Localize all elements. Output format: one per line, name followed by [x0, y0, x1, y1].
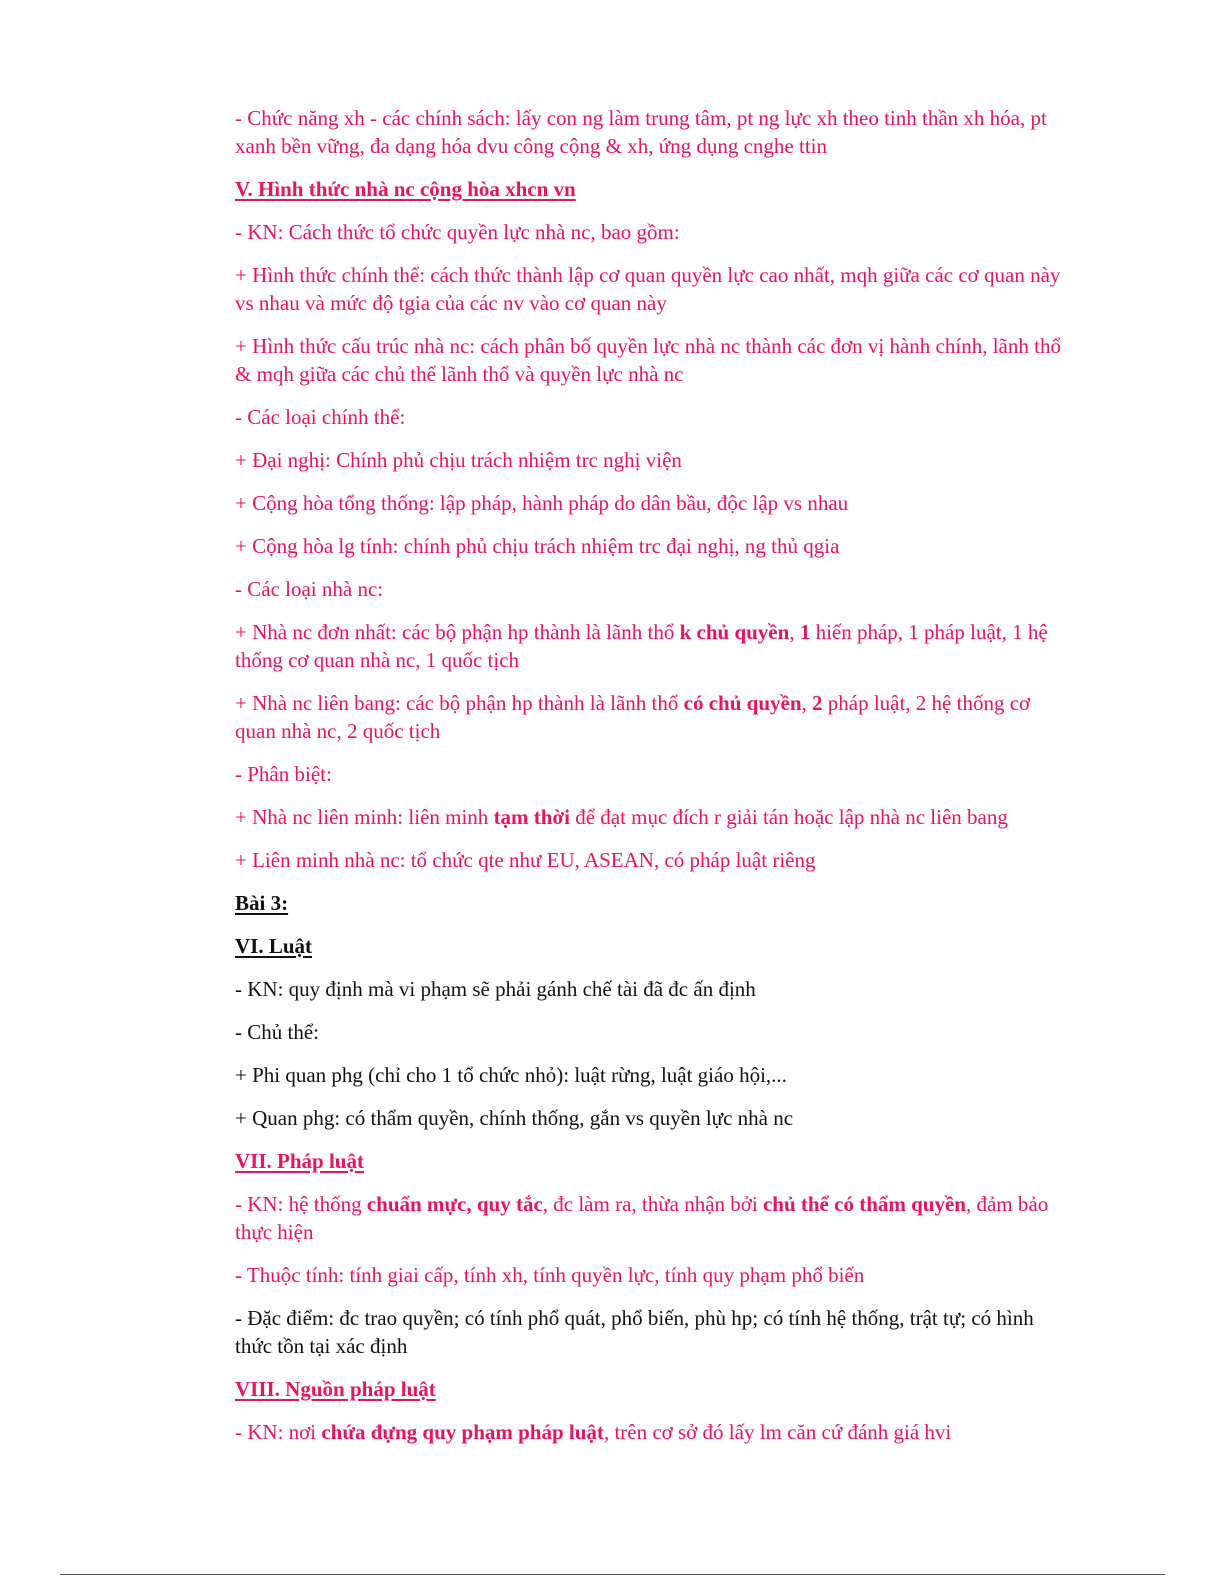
paragraph-attributes: - Thuộc tính: tính giai cấp, tính xh, tính quyền lực, tính quy phạm phổ biến	[235, 1263, 865, 1287]
text-run: - KN: nơi	[235, 1420, 322, 1444]
document-page	[235, 104, 1075, 1461]
bold-run: 2	[812, 691, 823, 715]
text-run: + Nhà nc đơn nhất: các bộ phận hp thành là lãnh thổ	[235, 620, 680, 644]
text-run: - KN: hệ thống	[235, 1192, 367, 1216]
paragraph-structure-form: + Hình thức cấu trúc nhà nc: cách phân bố quyền lực nhà nc thành các đơn vị hành chính, lãnh thổ & mqh giữa các chủ thể lãnh thổ và quyền lực nhà nc	[235, 334, 1061, 386]
bold-run: chủ thể có thẩm quyền	[762, 1192, 966, 1216]
text-run: , trên cơ sở đó lấy lm căn cứ đánh giá hvi	[603, 1420, 952, 1444]
bold-run: k chủ quyền	[679, 620, 790, 644]
paragraph-source-concept	[235, 1418, 1075, 1446]
paragraph-functions: - Chức năng xh - các chính sách: lấy con ng làm trung tâm, pt ng lực xh theo tinh thần xh hóa, pt xanh bền vững, đa dạng hóa dvu công cộng & xh, ứng dụng cnghe ttin	[235, 106, 1047, 158]
paragraph-distinguish: - Phân biệt:	[235, 762, 332, 786]
paragraph-subjects: - Chủ thể:	[235, 1020, 319, 1044]
text-run: để đạt mục đích r giải tán hoặc lập nhà nc liên bang	[569, 805, 1008, 829]
text-run: ,	[789, 620, 800, 644]
paragraph-federal-state	[235, 689, 1075, 745]
text-run: ,	[801, 691, 812, 715]
paragraph-unitary-state	[235, 618, 1075, 674]
paragraph-state-alliance: + Liên minh nhà nc: tổ chức qte như EU, ASEAN, có pháp luật riêng	[235, 848, 816, 872]
paragraph-presidential: + Cộng hòa tổng thống: lập pháp, hành pháp do dân bầu, độc lập vs nhau	[235, 491, 849, 515]
paragraph-concept-form: - KN: Cách thức tổ chức quyền lực nhà nc, bao gồm:	[235, 220, 680, 244]
text-run: + Nhà nc liên minh: liên minh	[235, 805, 494, 829]
paragraph-hybrid: + Cộng hòa lg tính: chính phủ chịu trách nhiệm trc đại nghị, ng thủ qgia	[235, 534, 840, 558]
heading-section-viii: VIII. Nguồn pháp luật	[235, 1377, 436, 1401]
bold-run: chuẩn mực, quy tắc	[366, 1192, 543, 1216]
paragraph-parliamentary: + Đại nghị: Chính phủ chịu trách nhiệm trc nghị viện	[235, 448, 682, 472]
text-run: , đảm bảo thực hiện	[235, 1192, 1049, 1244]
paragraph-law-concept: - KN: quy định mà vi phạm sẽ phải gánh chế tài đã đc ấn định	[235, 977, 756, 1001]
bold-run: tạm thời	[493, 805, 570, 829]
text-run: hiến pháp, 1 pháp luật, 1 hệ thống cơ quan nhà nc, 1 quốc tịch	[235, 620, 1048, 672]
page-bottom-divider	[60, 1574, 1165, 1575]
paragraph-characteristics: - Đặc điểm: đc trao quyền; có tính phổ quát, phổ biến, phù hp; có tính hệ thống, trật tự; có hình thức tồn tại xác định	[235, 1306, 1034, 1358]
bold-run: 1	[799, 620, 811, 644]
paragraph-legal-concept	[235, 1190, 1075, 1246]
text-run: , đc làm ra, thừa nhận bởi	[542, 1192, 763, 1216]
heading-section-vi: VI. Luật	[235, 934, 313, 958]
paragraph-confederation	[235, 803, 1075, 831]
paragraph-official: + Quan phg: có thẩm quyền, chính thống, gắn vs quyền lực nhà nc	[235, 1106, 794, 1130]
paragraph-regime-types: - Các loại chính thể:	[235, 405, 406, 429]
heading-section-v: V. Hình thức nhà nc cộng hòa xhcn vn	[235, 177, 576, 201]
heading-section-vii: VII. Pháp luật	[235, 1149, 364, 1173]
paragraph-unofficial: + Phi quan phg (chỉ cho 1 tổ chức nhỏ): luật rừng, luật giáo hội,...	[235, 1063, 787, 1087]
bold-run: có chủ quyền	[683, 691, 802, 715]
bold-run: chứa đựng quy phạm pháp luật	[321, 1420, 604, 1444]
paragraph-regime-form: + Hình thức chính thể: cách thức thành lập cơ quan quyền lực cao nhất, mqh giữa các cơ quan này vs nhau và mức độ tgia của các nv vào cơ quan này	[235, 263, 1061, 315]
text-run: + Nhà nc liên bang: các bộ phận hp thành là lãnh thổ	[235, 691, 684, 715]
text-run: pháp luật, 2 hệ thống cơ quan nhà nc, 2 quốc tịch	[235, 691, 1031, 743]
heading-lesson-3: Bài 3:	[235, 891, 289, 915]
paragraph-state-types: - Các loại nhà nc:	[235, 577, 384, 601]
